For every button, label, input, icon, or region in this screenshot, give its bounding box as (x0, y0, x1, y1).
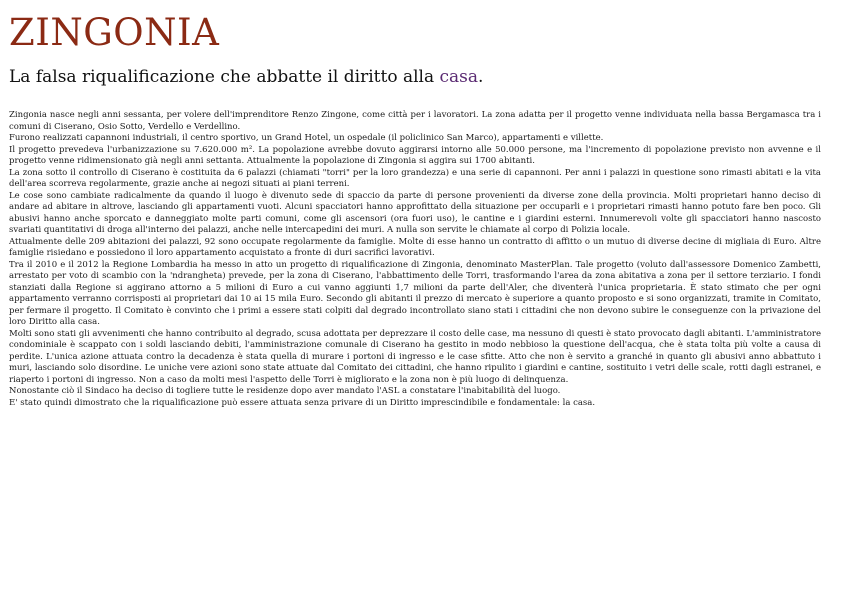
paragraph-residents: Attualmente delle 209 abitazioni dei palazzi, 92 sono occupate regolarmente da famiglie. Molte di esse hanno un contratto di affitto o un mutuo di diverse decine di migliaia di Euro. Altre famiglie risiedano e possiedono il loro appartamento acquistato a fronte di duri sacrifici lavorativi. (9, 236, 821, 258)
paragraph-masterplan: Tra il 2010 e il 2012 la Regione Lombardia ha messo in atto un progetto di riqualificazione di Zingonia, denominato MasterPlan. Tale progetto (voluto dall'assessore Domenico Zambetti, arrestato per voto di scambio con la 'ndrangheta) prevede, per la zona di Ciserano, l'abbattimento delle Torri, trasformando l'area da zona abitativa a zona per il settore terziario. I fondi stanziati dalla Regione si aggirano attorno a 5 milioni di Euro a cui vanno aggiunti 1,7 milioni da parte dell'Aler, che diventerà l'unica proprietaria. È stato stimato che per ogni appartamento verranno corrisposti ai proprietari dai 10 ai 15 mila Euro. Secondo gli abitanti il prezzo di mercato è superiore a quanto proposto e si sono organizzati, tramite in Comitato, per fermare il progetto. Il Comitato è convinto che i primi a essere stati colpiti dal degrado incontrollato siano stati i cittadini che non devono subire le conseguenze con la privazione del loro Diritto alla casa. (9, 259, 821, 327)
subtitle-text: La falsa riqualificazione che abbatte il diritto alla (9, 67, 440, 87)
paragraph-conclusion: E' stato quindi dimostrato che la riqualificazione può essere attuata senza privare di un Diritto imprescindibile e fondamentale: la casa. (9, 397, 596, 408)
paragraph-origins: Zingonia nasce negli anni sessanta, per volere dell'imprenditore Renzo Zingone, come città per i lavoratori. La zona adatta per il progetto venne individuata nella bassa Bergamasca tra i comuni di Ciserano, Osio Sotto, Verdello e Verdellino. (9, 110, 821, 132)
paragraph-decline: Le cose sono cambiate radicalmente da quando il luogo è divenuto sede di spaccio da parte di persone provenienti da diverse zone della provincia. Molti proprietari hanno deciso di andare ad abitare in altrove, lasciando gli appartamenti vuoti. Alcuni spacciatori hanno approfittato della situazione per occuparli e i proprietari rimasti hanno potuto fare ben poco. Gli abusivi hanno anche sporcato e danneggiato molte parti comuni, come gli ascensori (ora fuori uso), le cantine e i giardini esterni. Innumerevoli volte gli spacciatori hanno nascosto svariati quantitativi di droga all'interno dei palazzi, anche nelle intercapedini dei muri. A nulla son servite le chiamate al corpo di Polizia locale. (9, 190, 821, 235)
paragraph-urbanization: Il progetto prevedeva l'urbanizzazione su 7.620.000 m². La popolazione avrebbe dovuto aggirarsi intorno alle 50.000 persone, ma l'incremento di popolazione previsto non avvenne e il progetto venne ridimensionato già negli anni settanta. Attualmente la popolazione di Zingonia si aggira sui 1700 abitanti. (9, 144, 821, 166)
page-subtitle (9, 66, 483, 88)
page-title: ZINGONIA (9, 11, 220, 54)
subtitle-period: . (478, 67, 484, 87)
subtitle-highlight-word: casa (439, 67, 479, 87)
paragraph-towers: La zona sotto il controllo di Ciserano è costituita da 6 palazzi (chiamati "torri" per la loro grandezza) e una serie di capannoni. Per anni i palazzi in questione sono rimasti abitati e la vita dell'area scorreva regolarmente, grazie anche ai negozi situati ai piani terreni. (9, 167, 821, 189)
article-body (9, 110, 821, 409)
paragraph-facilities: Furono realizzati capannoni industriali, il centro sportivo, un Grand Hotel, un ospedale (il policlinico San Marco), appartamenti e villette. (9, 133, 604, 143)
paragraph-degradation: Molti sono stati gli avvenimenti che hanno contribuito al degrado, scusa adottata per deprezzare il costo delle case, ma nessuno di questi è stato provocato dagli abitanti. L'amministratore condominiale è scappato con i soldi lasciando debiti, l'amministrazione comunale di Ciserano ha gestito in modo nebbioso la questione dell'acqua, che è stata tolta più volte a causa di perdite. L'unica azione attuata contro la decadenza è stata quella di murare i portoni di ingresso e le case sfitte. Atto che non è servito a granché in quanto gli abusivi anno abbattuto i muri, lasciando solo disordine. Le uniche vere azioni sono state attuate dal Comitato dei cittadini, che hanno ripulito i giardini e cantine, sostituito i vetri delle scale, rotti dagli estranei, e riaperto i portoni di ingresso. Non a caso da molti mesi l'aspetto delle Torri è migliorato e la zona non è più luogo di delinquenza. (9, 328, 821, 385)
paragraph-mayor-decision: Nonostante ciò il Sindaco ha deciso di togliere tutte le residenze dopo aver mandato l'ASL a constatare l'inabitabilità del luogo. (9, 386, 561, 396)
